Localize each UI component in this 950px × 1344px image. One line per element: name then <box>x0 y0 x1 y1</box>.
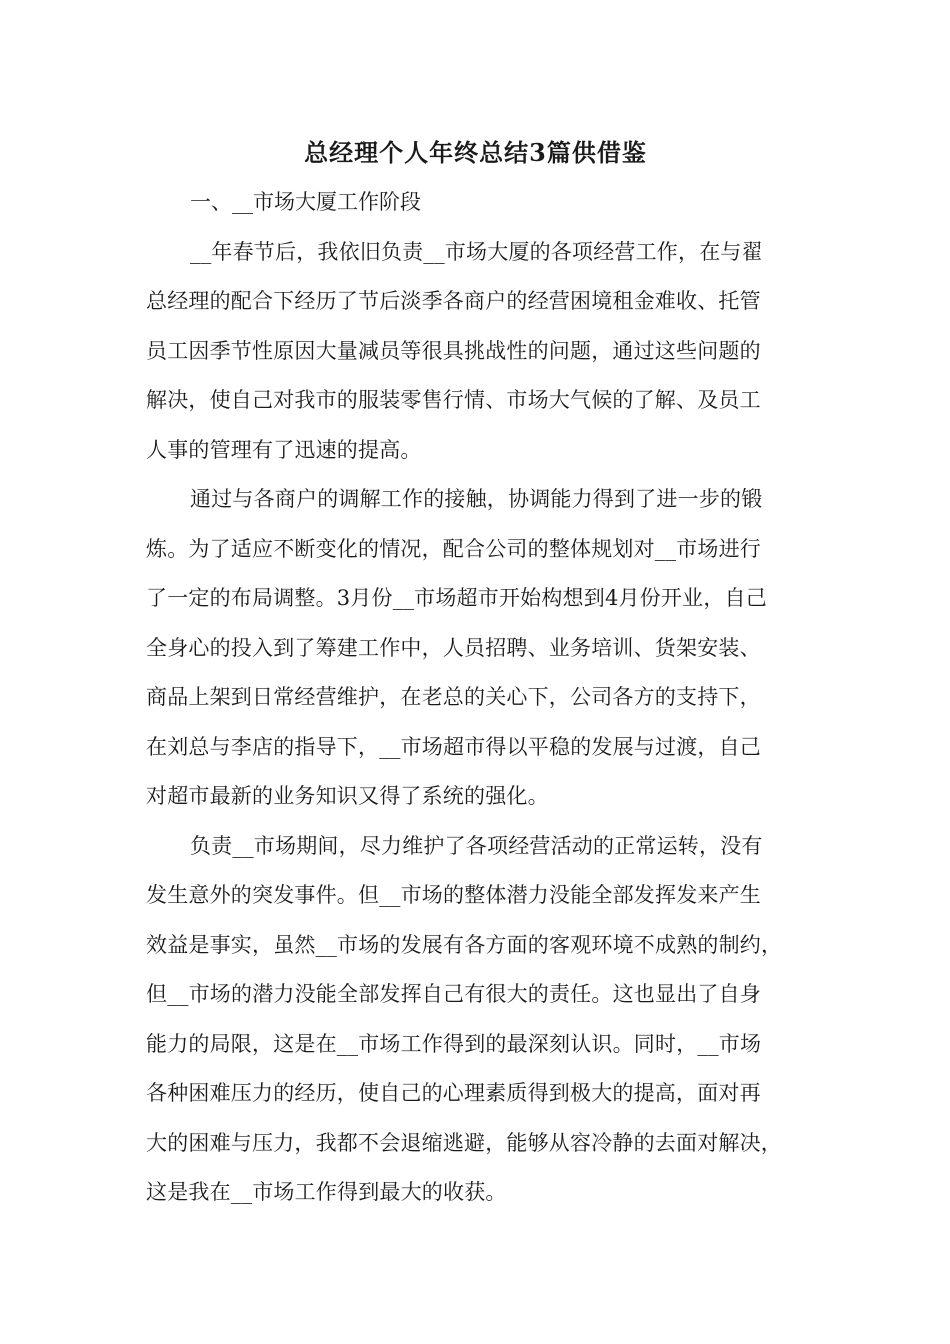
paragraph-line: 员工因季节性原因大量减员等很具挑战性的问题，通过这些问题的 <box>146 338 761 363</box>
paragraph-line: 通过与各商户的调解工作的接触，协调能力得到了进一步的锻 <box>190 487 763 511</box>
paragraph-line: 对超市最新的业务知识又得了系统的强化。 <box>146 784 549 808</box>
paragraph-3 <box>146 822 806 1218</box>
paragraph-2 <box>146 475 806 822</box>
paragraph-line: 发生意外的突发事件。但__市场的整体潜力没能全部发挥发来产生 <box>146 883 761 907</box>
paragraph-line: 各种困难压力的经历，使自己的心理素质得到极大的提高，面对再 <box>146 1081 761 1105</box>
section-heading: 一、__市场大厦工作阶段 <box>190 190 421 214</box>
paragraph-1 <box>146 228 806 476</box>
document-page <box>146 128 806 1218</box>
paragraph-line: 总经理的配合下经历了节后淡季各商户的经营困境租金难收、托管 <box>146 289 761 313</box>
paragraph-line: 了一定的布局调整。3月份__市场超市开始构想到4月份开业，自己 <box>146 586 767 610</box>
paragraph-line: 商品上架到日常经营维护，在老总的关心下，公司各方的支持下， <box>146 685 761 709</box>
paragraph-line: 全身心的投入到了筹建工作中，人员招聘、业务培训、货架安装、 <box>146 635 761 660</box>
paragraph-line: 能力的局限，这是在__市场工作得到的最深刻认识。同时，__市场 <box>146 1031 762 1056</box>
paragraph-line: 这是我在__市场工作得到最大的收获。 <box>146 1180 507 1204</box>
paragraph-line: 炼。为了适应不断变化的情况，配合公司的整体规划对__市场进行 <box>146 536 761 561</box>
paragraph-line: 但__市场的潜力没能全部发挥自己有很大的责任。这也显出了自身 <box>146 982 761 1006</box>
paragraph-line: 人事的管理有了迅速的提高。 <box>146 437 422 462</box>
paragraph-line: 大的困难与压力，我都不会退缩逃避，能够从容冷静的去面对解决， <box>146 1130 782 1155</box>
paragraph-line: 负责__市场期间，尽力维护了各项经营活动的正常运转，没有 <box>190 833 763 858</box>
paragraph-line: __年春节后，我依旧负责__市场大厦的各项经营工作，在与翟 <box>190 239 763 264</box>
document-title: 总经理个人年终总结3篇供借鉴 <box>304 138 647 167</box>
paragraph-line: 在刘总与李店的指导下，__市场超市得以平稳的发展与过渡，自己 <box>146 734 761 759</box>
paragraph-line: 解决，使自己对我市的服装零售行情、市场大气候的了解、及员工 <box>146 388 761 412</box>
paragraph-line: 效益是事实，虽然__市场的发展有各方面的客观环境不成熟的制约， <box>146 932 783 957</box>
